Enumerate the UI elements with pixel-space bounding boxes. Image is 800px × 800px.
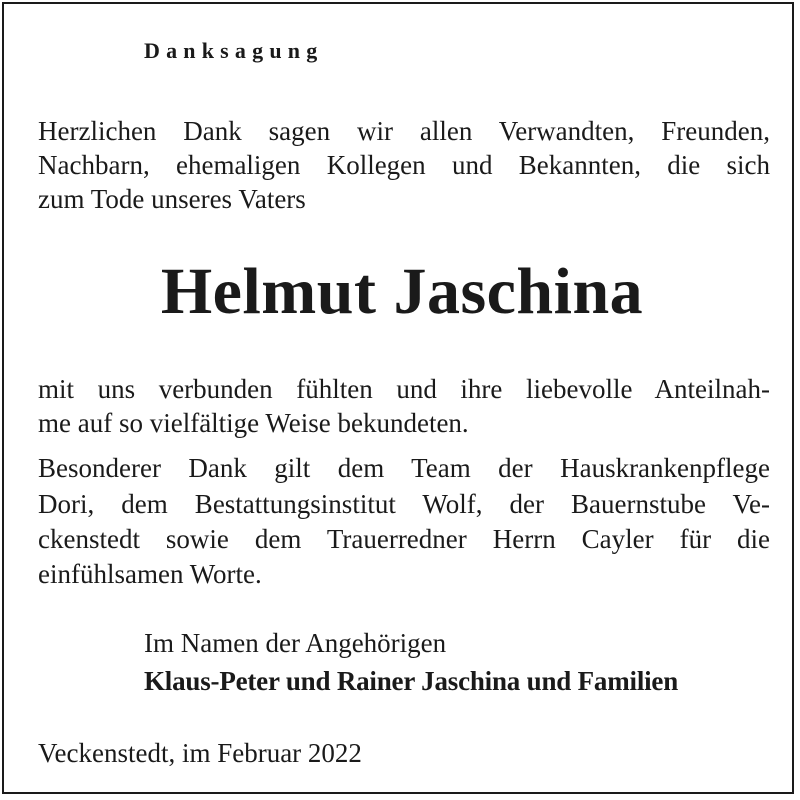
body-line-1: mit uns verbunden fühlten und ihre liebevolle Anteilnah-	[38, 374, 770, 404]
body-line-3: Besonderer Dank gilt dem Team der Hauskrankenpflege	[38, 453, 770, 483]
signature-names: Klaus-Peter und Rainer Jaschina und Familien	[144, 666, 679, 696]
body-line-2: me auf so vielfältige Weise bekundeten.	[38, 408, 469, 438]
obituary-thanks-notice	[2, 2, 794, 794]
intro-line-1: Herzlichen Dank sagen wir allen Verwandten, Freunden,	[38, 116, 770, 146]
body-line-5: ckenstedt sowie dem Trauerredner Herrn Cayler für die	[38, 524, 770, 554]
intro-line-2: Nachbarn, ehemaligen Kollegen und Bekannten, die sich	[38, 150, 770, 180]
place-and-date: Veckenstedt, im Februar 2022	[38, 738, 362, 768]
deceased-name: Helmut Jaschina	[160, 255, 644, 328]
signature-intro: Im Namen der Angehörigen	[144, 628, 447, 658]
intro-line-3: zum Tode unseres Vaters	[38, 184, 306, 214]
notice-heading: Danksagung	[144, 38, 324, 63]
body-line-6: einfühlsamen Worte.	[38, 559, 262, 589]
body-line-4: Dori, dem Bestattungsinstitut Wolf, der Bauernstube Ve-	[38, 489, 770, 519]
